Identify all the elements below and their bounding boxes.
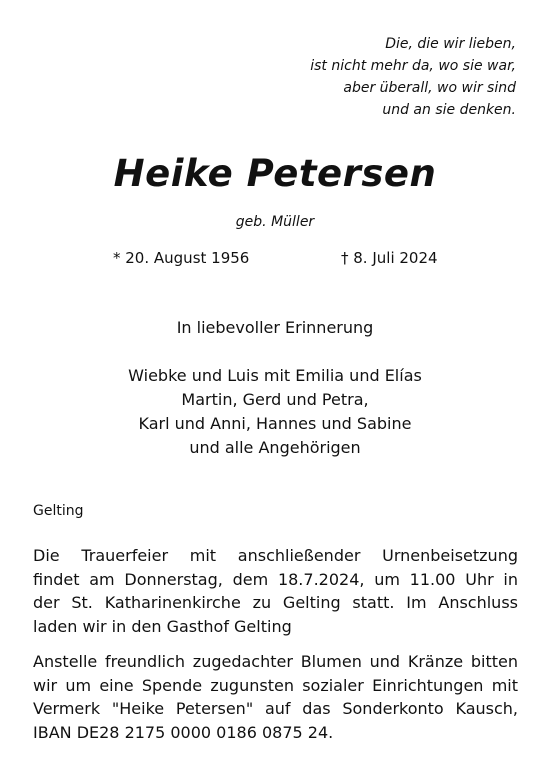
funeral-notice-line: findet am Donnerstag, dem 18.7.2024, um 11.00 Uhr in [33,569,518,589]
family-list [0,364,550,460]
family-line: und alle Angehörigen [189,438,361,457]
quote-line: und an sie denken. [382,102,516,118]
quote-line: Die, die wir lieben, [385,36,516,52]
deceased-name: Heike Petersen [113,152,437,195]
birth-date: * 20. August 1956 [113,249,250,267]
donation-notice-line: IBAN DE28 2175 0000 0186 0875 24. [33,722,334,742]
donation-notice-line: wir um eine Spende zugunsten sozialer Einrichtungen mit [33,675,518,695]
death-date: † 8. Juli 2024 [341,249,438,267]
funeral-notice-line: der St. Katharinenkirche zu Gelting statt. Im Anschluss [33,593,518,612]
place-name: Gelting [33,503,84,519]
funeral-notice-line: laden wir in den Gasthof Gelting [33,616,292,636]
family-line: Wiebke und Luis mit Emilia und Elías [128,366,422,385]
family-line: Martin, Gerd und Petra, [181,390,369,409]
donation-notice-line: Vermerk "Heike Petersen" auf das Sonderkonto Kausch, [33,699,518,718]
quote-line: ist nicht mehr da, wo sie war, [310,58,516,74]
memory-line: In liebevoller Erinnerung [176,318,374,337]
memorial-quote [216,33,516,121]
funeral-notice-line: Die Trauerfeier mit anschließender Urnenbeisetzung [33,546,518,565]
family-line: Karl und Anni, Hannes und Sabine [138,414,412,433]
maiden-name: geb. Müller [235,214,315,230]
funeral-notice [33,544,518,638]
donation-notice [33,650,518,744]
quote-line: aber überall, wo wir sind [343,80,516,96]
donation-notice-line: Anstelle freundlich zugedachter Blumen und Kränze bitten [33,652,518,671]
